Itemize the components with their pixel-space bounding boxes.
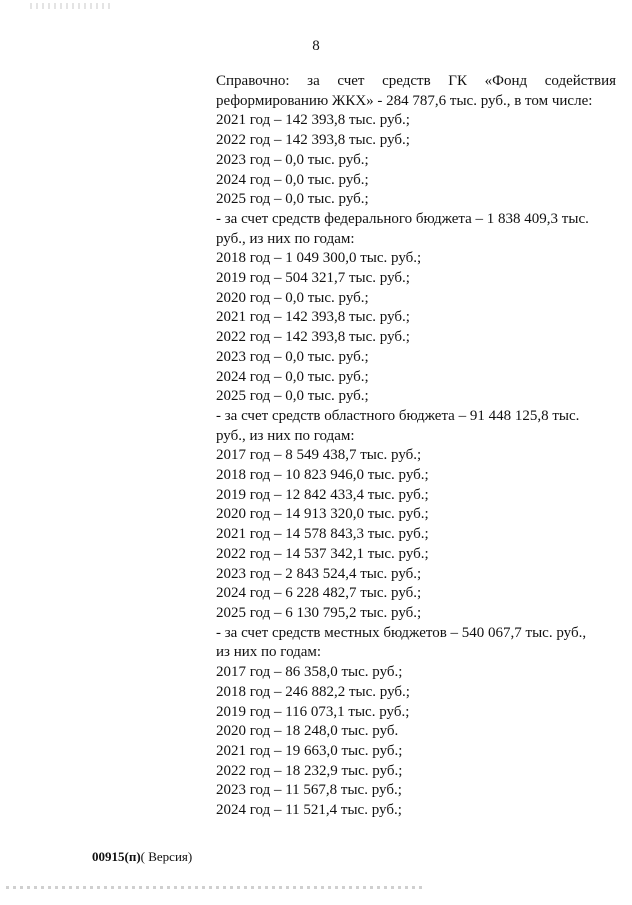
page-number: 8	[312, 38, 320, 54]
intro-paragraph	[216, 72, 616, 111]
text-line: 2018 год – 1 049 300,0 тыс. руб.;	[216, 250, 422, 267]
intro-line: реформированию ЖКХ» - 284 787,6 тыс. руб., в том числе:	[216, 92, 593, 109]
document-code: 00915(п)	[92, 849, 141, 864]
intro-line: Справочно: за счет средств ГК «Фонд содействия	[216, 73, 616, 89]
text-line: 2022 год – 142 393,8 тыс. руб.;	[216, 132, 410, 149]
text-line: 2025 год – 6 130 795,2 тыс. руб.;	[216, 604, 422, 621]
text-line: 2022 год – 18 232,9 тыс. руб.;	[216, 762, 403, 779]
text-line: 2023 год – 11 567,8 тыс. руб.;	[216, 782, 402, 799]
text-line: 2017 год – 8 549 438,7 тыс. руб.;	[216, 447, 422, 464]
text-line: из них по годам:	[216, 644, 322, 661]
text-line: 2024 год – 11 521,4 тыс. руб.;	[216, 802, 402, 819]
text-line: 2020 год – 18 248,0 тыс. руб.	[216, 723, 399, 740]
text-line: - за счет средств местных бюджетов – 540 067,7 тыс. руб.,	[216, 624, 587, 641]
text-line: 2019 год – 12 842 433,4 тыс. руб.;	[216, 486, 429, 503]
text-line: 2023 год – 0,0 тыс. руб.;	[216, 151, 369, 168]
version-label: ( Версия)	[140, 849, 193, 864]
funding-lines	[216, 111, 616, 820]
text-line: 2022 год – 14 537 342,1 тыс. руб.;	[216, 545, 429, 562]
text-line: - за счет средств федерального бюджета – 1 838 409,3 тыс.	[216, 210, 589, 227]
text-line: руб., из них по годам:	[216, 427, 355, 444]
text-line: 2024 год – 0,0 тыс. руб.;	[216, 368, 369, 385]
text-line: 2023 год – 2 843 524,4 тыс. руб.;	[216, 565, 422, 582]
text-line: 2025 год – 0,0 тыс. руб.;	[216, 191, 369, 208]
text-line: 2019 год – 116 073,1 тыс. руб.;	[216, 703, 410, 720]
text-line: 2023 год – 0,0 тыс. руб.;	[216, 348, 369, 365]
text-line: 2021 год – 14 578 843,3 тыс. руб.;	[216, 526, 429, 543]
text-line: 2024 год – 0,0 тыс. руб.;	[216, 171, 369, 188]
text-line: 2022 год – 142 393,8 тыс. руб.;	[216, 329, 410, 346]
text-line: 2021 год – 19 663,0 тыс. руб.;	[216, 742, 403, 759]
document-body	[216, 72, 616, 821]
scan-artifact	[6, 886, 426, 889]
text-line: 2018 год – 246 882,2 тыс. руб.;	[216, 683, 410, 700]
text-line: 2017 год – 86 358,0 тыс. руб.;	[216, 664, 403, 681]
text-line: 2025 год – 0,0 тыс. руб.;	[216, 388, 369, 405]
text-line: 2021 год – 142 393,8 тыс. руб.;	[216, 309, 410, 326]
text-line: 2018 год – 10 823 946,0 тыс. руб.;	[216, 467, 429, 484]
text-line: 2020 год – 14 913 320,0 тыс. руб.;	[216, 506, 429, 523]
text-line: 2019 год – 504 321,7 тыс. руб.;	[216, 270, 410, 287]
document-footer	[92, 849, 192, 865]
text-line: 2024 год – 6 228 482,7 тыс. руб.;	[216, 585, 422, 602]
text-line: 2021 год – 142 393,8 тыс. руб.;	[216, 112, 410, 129]
scan-artifact	[30, 3, 110, 9]
text-line: - за счет средств областного бюджета – 91 448 125,8 тыс.	[216, 407, 580, 424]
text-line: 2020 год – 0,0 тыс. руб.;	[216, 289, 369, 306]
text-line: руб., из них по годам:	[216, 230, 355, 247]
